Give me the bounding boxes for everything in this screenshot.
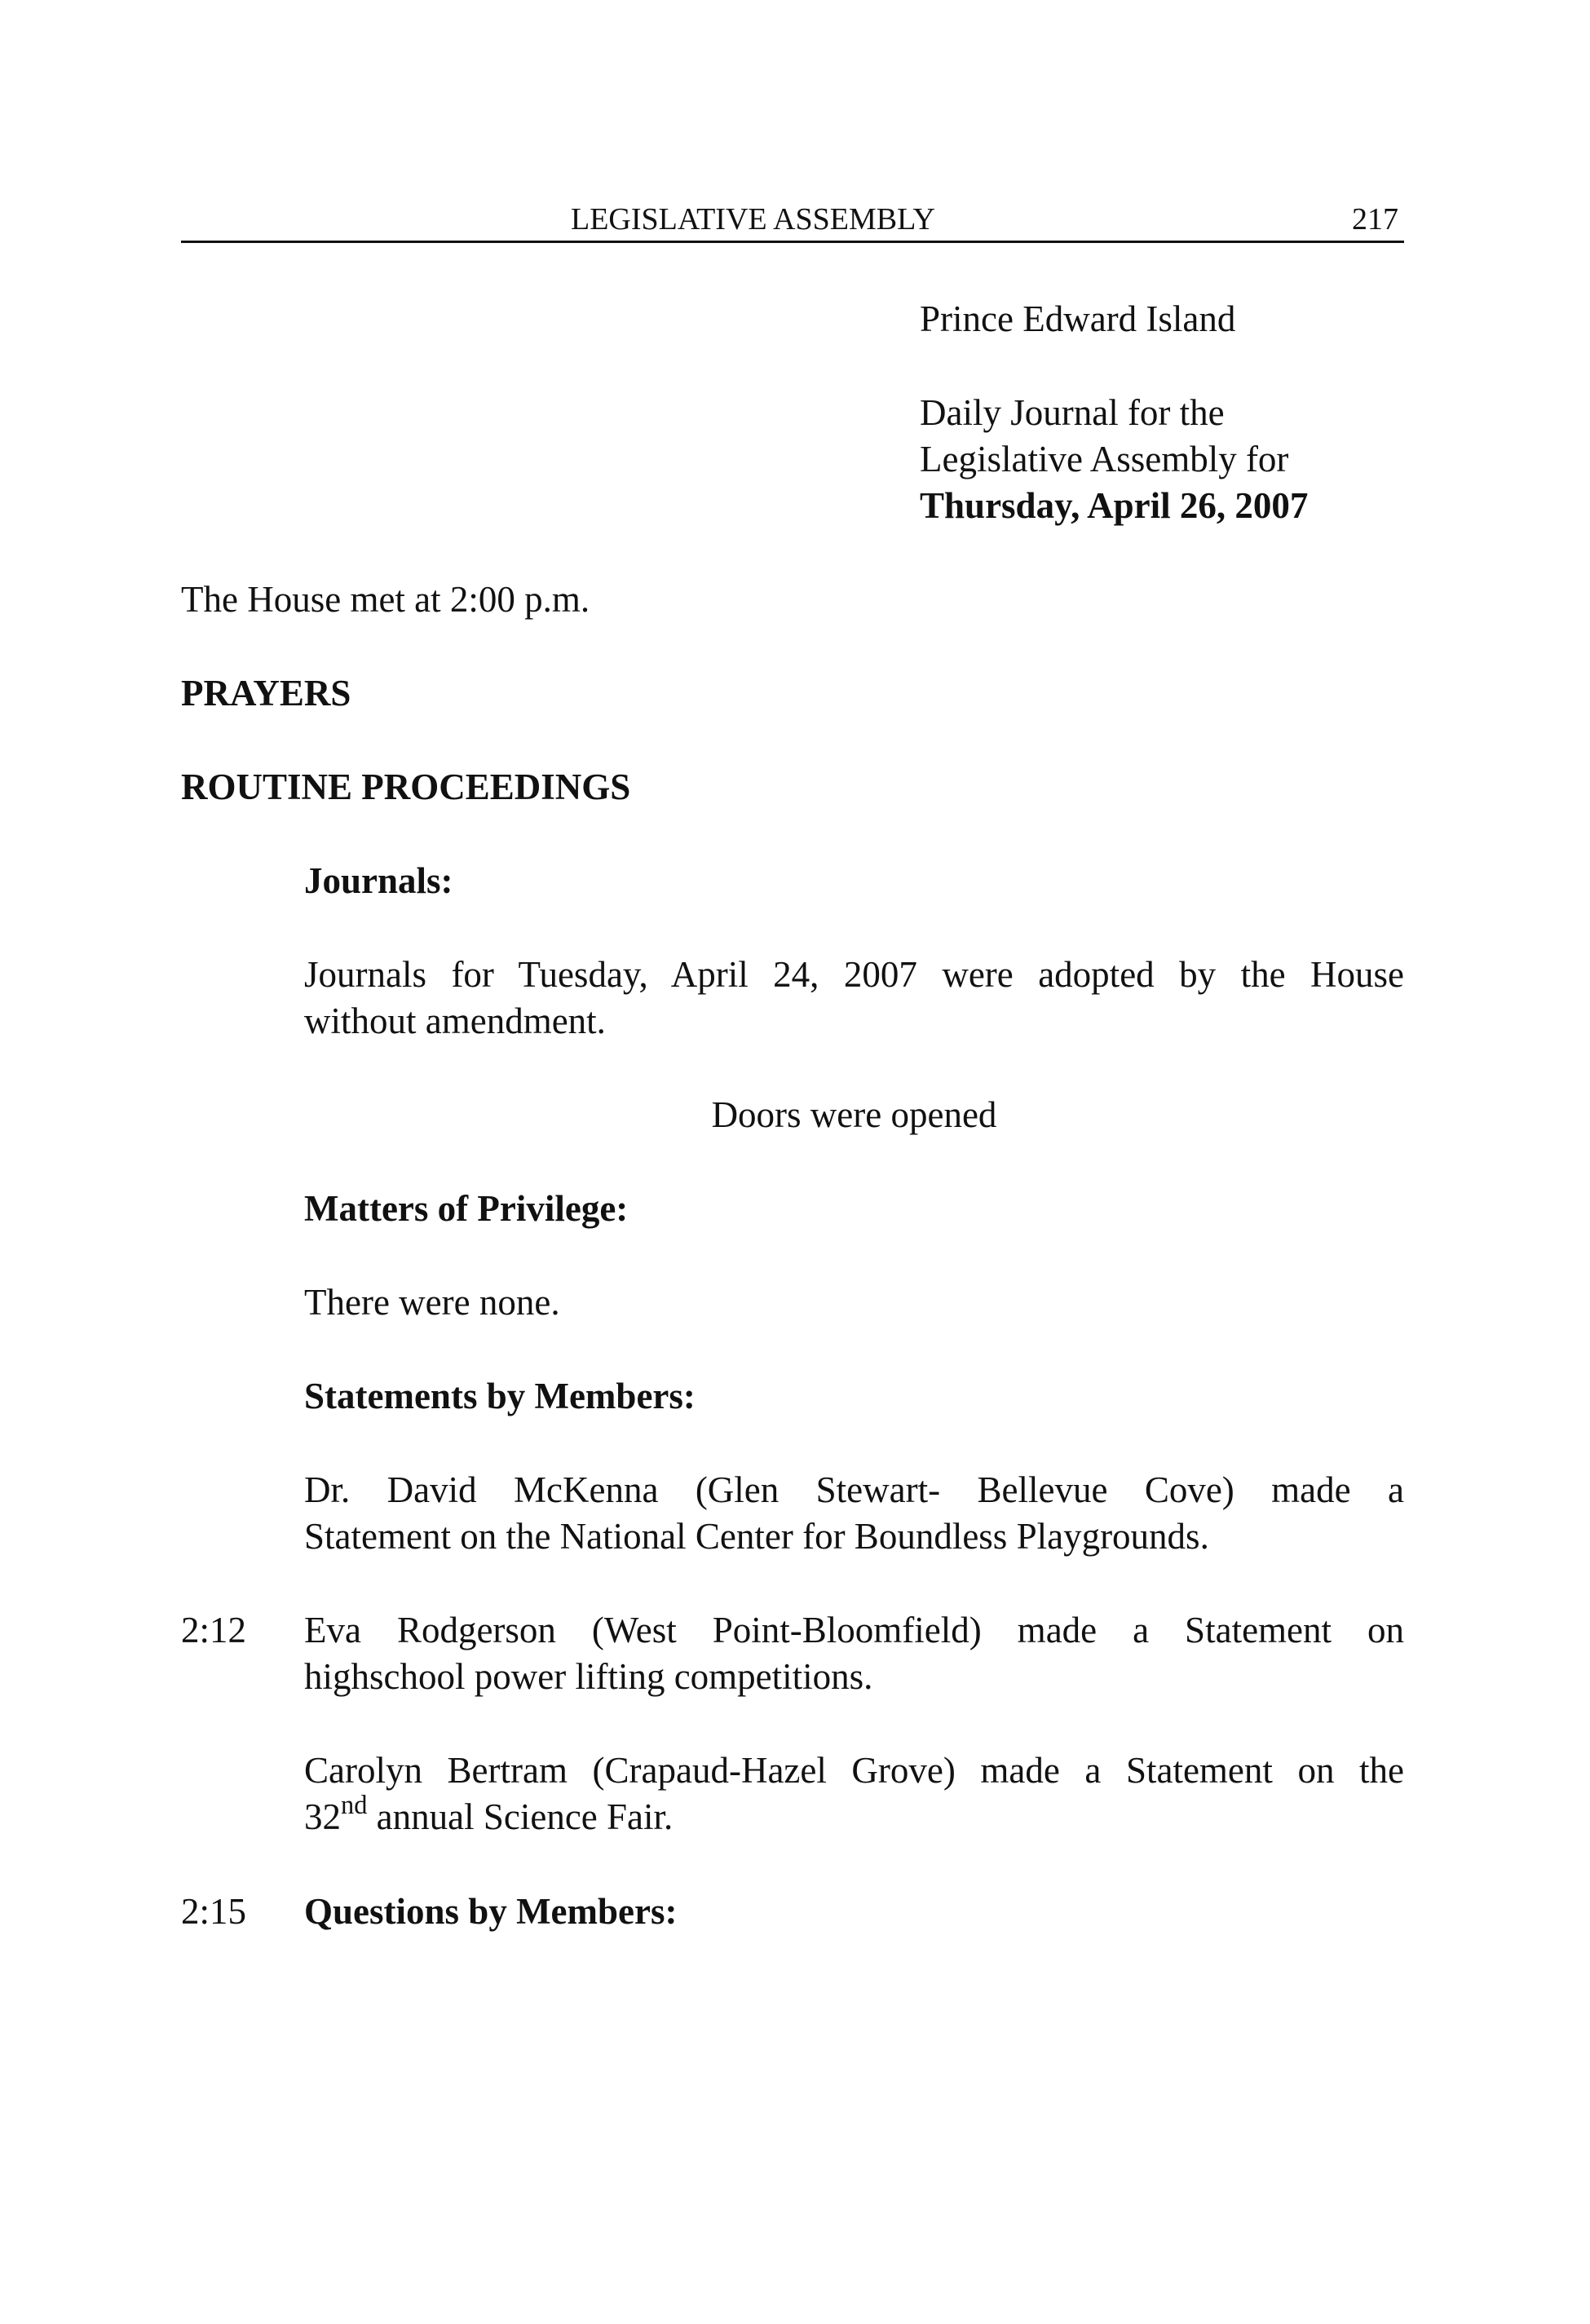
science-fair-number: 32 [304,1796,341,1837]
house-met-time: The House met at 2:00 p.m. [181,579,590,620]
statement-rodgerson-line-1: Eva Rodgerson (West Point-Bloomfield) made a Statement on [304,1610,1404,1650]
province-name: Prince Edward Island [920,298,1236,339]
journals-heading: Journals: [304,860,453,901]
statement-mckenna-line-2: Statement on the National Center for Boundless Playgrounds. [304,1516,1209,1557]
questions-time: 2:15 [181,1891,247,1932]
questions-heading: Questions by Members: [304,1891,678,1932]
page-number: 217 [1352,202,1398,236]
statement-bertram [304,1747,1404,1840]
prayers-heading: PRAYERS [181,673,351,714]
header-rule [181,241,1404,243]
statement-bertram-line-2 [304,1790,1404,1840]
statement-rodgerson [304,1607,1404,1700]
statement-mckenna-line-1: Dr. David McKenna (Glen Stewart- Bellevue Cove) made a [304,1469,1404,1510]
journals-line-1: Journals for Tuesday, April 24, 2007 were adopted by the House [304,954,1404,995]
journals-line-2: without amendment. [304,1001,606,1041]
statement-bertram-line-1: Carolyn Bertram (Crapaud-Hazel Grove) made a Statement on the [304,1750,1404,1791]
journal-line-1: Daily Journal for the [920,392,1225,433]
statement-mckenna [304,1467,1404,1560]
science-fair-text: annual Science Fair. [367,1796,674,1837]
routine-proceedings-heading: ROUTINE PROCEEDINGS [181,767,631,807]
privilege-text: There were none. [304,1282,560,1323]
statements-heading: Statements by Members: [304,1376,696,1416]
statement-rodgerson-time: 2:12 [181,1610,247,1650]
journal-date: Thursday, April 26, 2007 [920,485,1309,526]
running-header-title: LEGISLATIVE ASSEMBLY [571,202,935,236]
statement-rodgerson-line-2: highschool power lifting competitions. [304,1656,873,1697]
journal-line-2: Legislative Assembly for [920,439,1289,479]
journals-paragraph [304,952,1404,1045]
doors-opened-note: Doors were opened [711,1094,997,1135]
ordinal-suffix: nd [341,1790,368,1820]
privilege-heading: Matters of Privilege: [304,1188,629,1229]
